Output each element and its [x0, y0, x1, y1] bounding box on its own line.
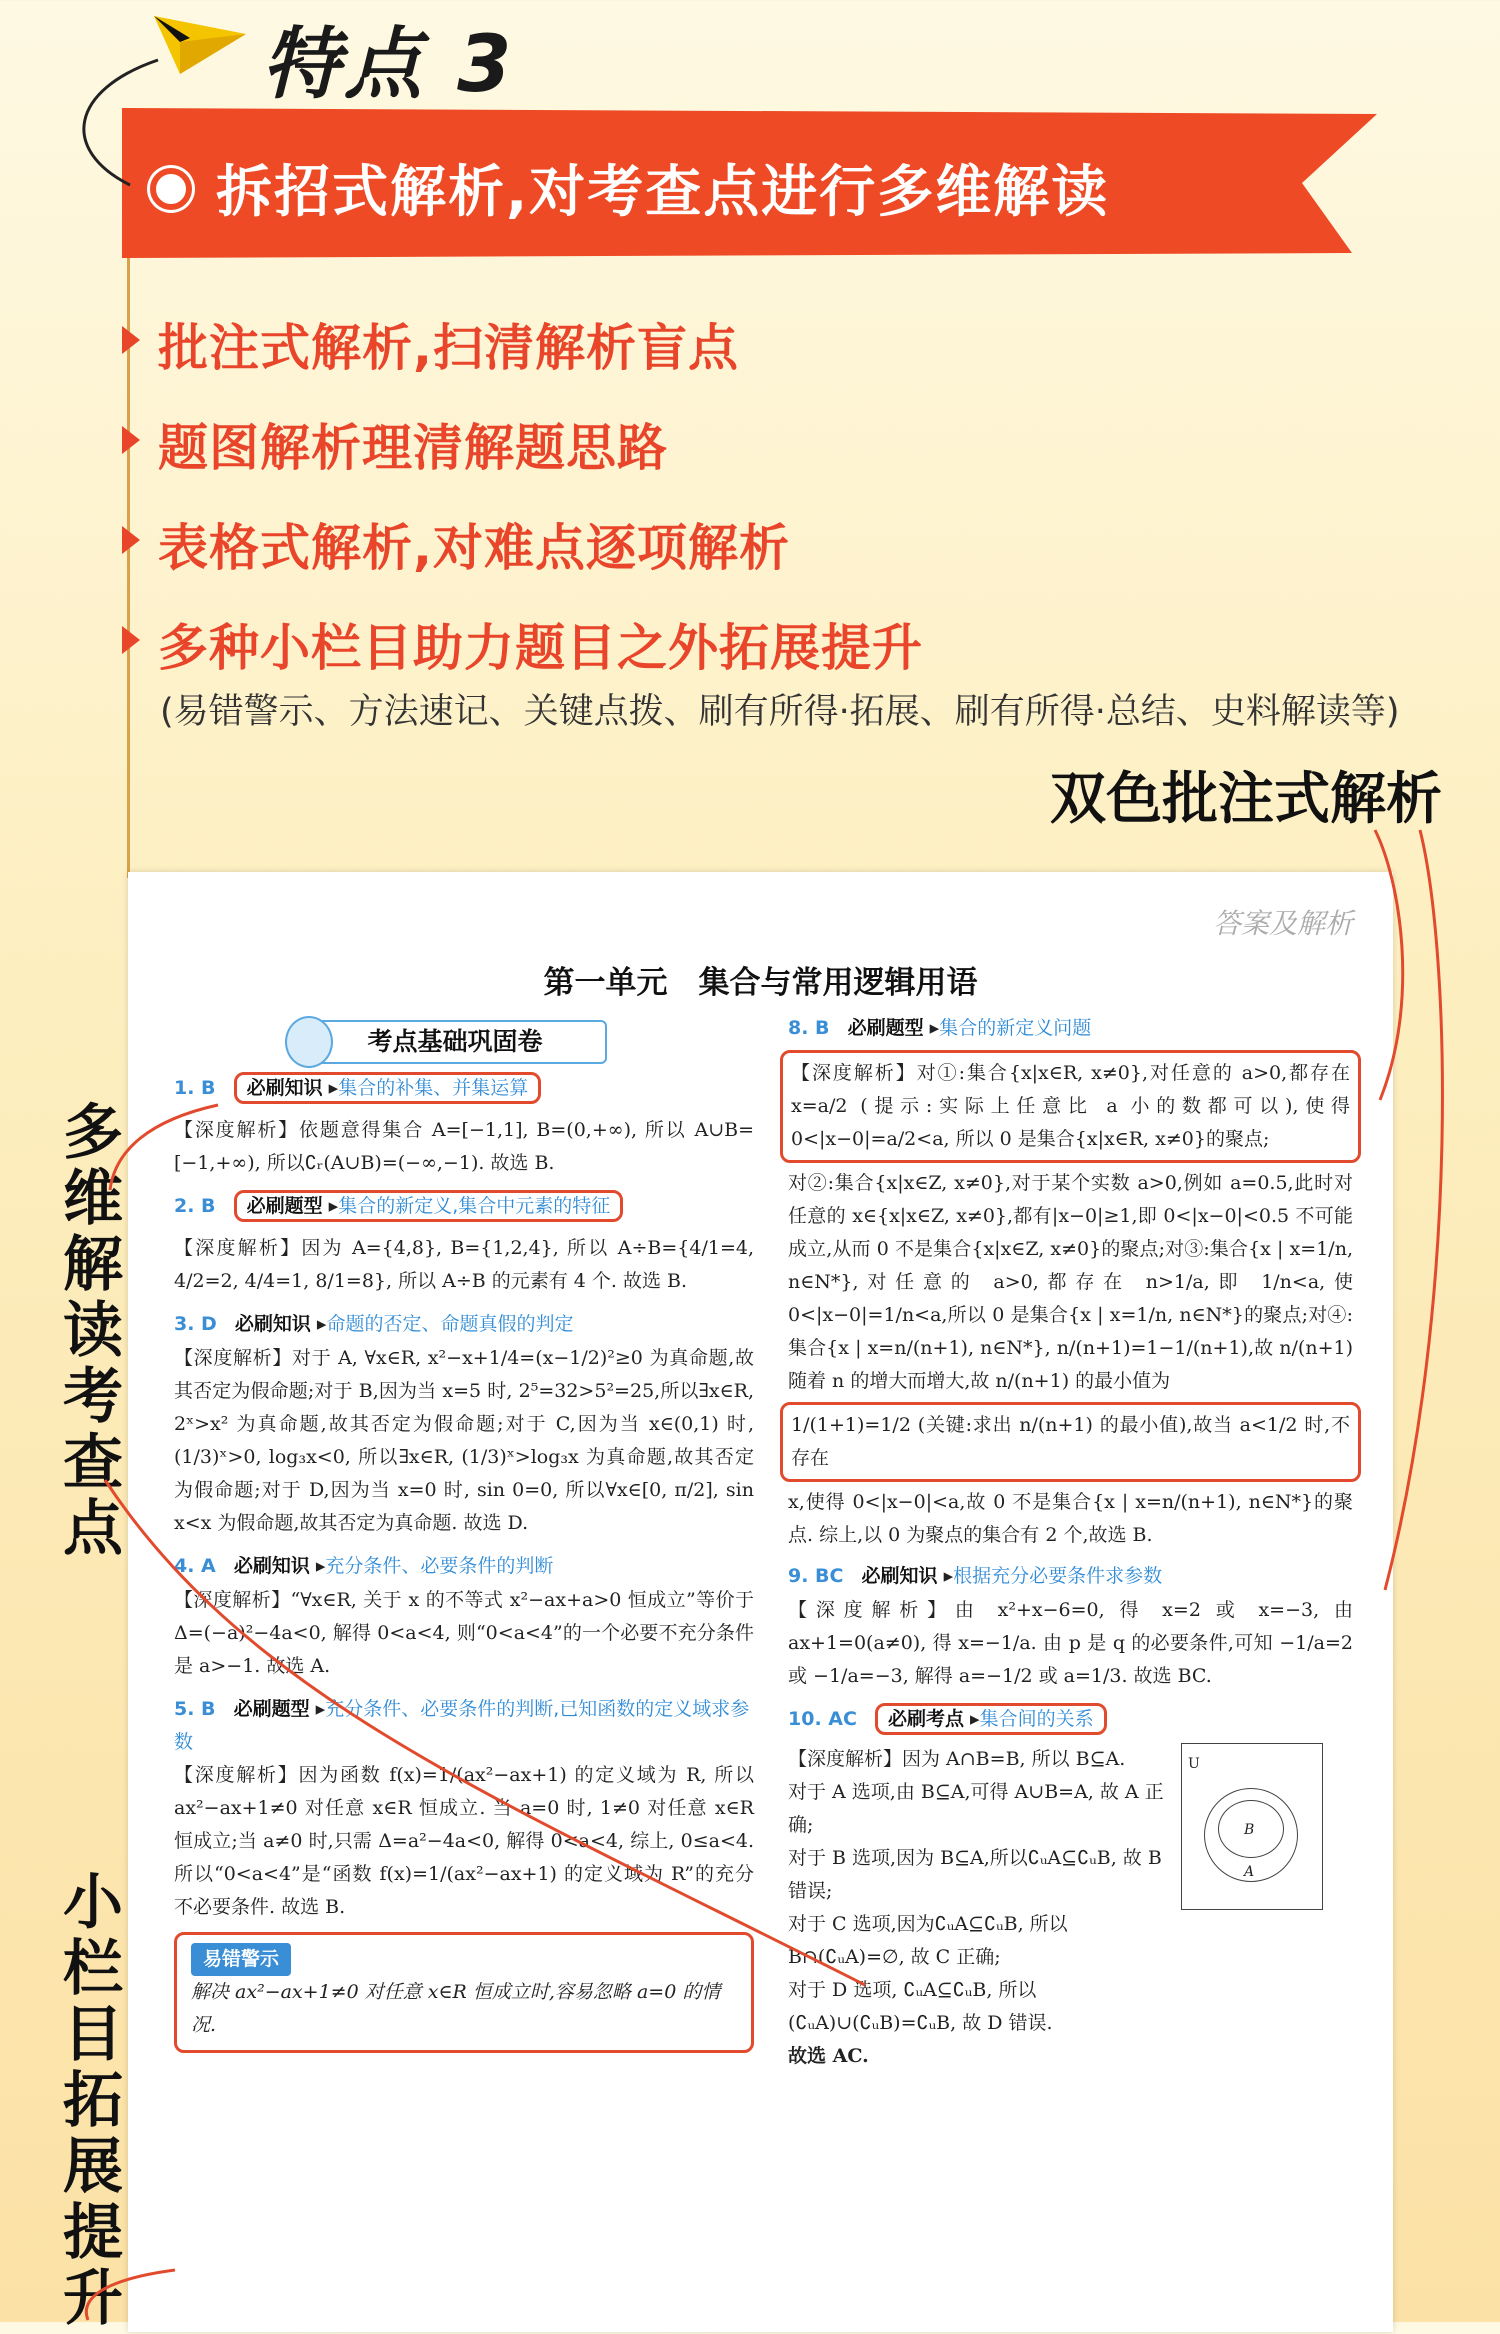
question-header: 8. B 必刷题型 ▸集合的新定义问题 — [788, 1017, 1092, 1039]
question-header: 3. D 必刷知识 ▸命题的否定、命题真假的判定 — [174, 1313, 574, 1335]
ribbon-dot-icon — [150, 168, 192, 210]
question-header: 1. B 必刷知识 ▸集合的补集、并集运算 — [174, 1072, 754, 1106]
warning-text: 解决 ax²−ax+1≠0 对任意 x∈R 恒成立时,容易忽略 a=0 的情况. — [191, 1981, 721, 2036]
answer-text: 【深度解析】由 x²+x−6=0, 得 x=2 或 x=−3, 由 ax+1=0(a≠0), 得 x=−1/a. 由 p 是 q 的必要条件,可知 −1/a=2 或 −1/a=−3, 解得 a=−1/2 或 a=1/3. 故选 BC. — [788, 1599, 1353, 1687]
ribbon-text: 拆招式解析,对考查点进行多维解读 — [216, 160, 1110, 225]
section-title: 考点基础巩固卷 — [303, 1020, 607, 1064]
side-label-columns: 小栏目拓展提升 — [63, 1868, 123, 2334]
question-header: 4. A 必刷知识 ▸充分条件、必要条件的判断 — [174, 1555, 554, 1577]
answer-text: 【深度解析】因为函数 f(x)=1/(ax²−ax+1) 的定义域为 R, 所以 ax²−ax+1≠0 对任意 x∈R 恒成立. 当 a=0 时, 1≠0 对任意 x∈R 恒成立;当 a≠0 时,只需 Δ=a²−4a<0, 解得 0<a<4, 综上, 0≤a<4. 所以“0<a<4”是“函数 f(x)=1/(ax²−ax+1) 的定义域为 R”的充分不必要条件. 故选 B. — [174, 1764, 754, 1918]
feature-item: 多种小栏目助力题目之外拓展提升 — [130, 608, 923, 680]
feature-note: (易错警示、方法速记、关键点拨、刷有所得·拓展、刷有所得·总结、史料解读等) — [160, 692, 1400, 732]
answer-line: 【深度解析】因为 A∩B=B, 所以 B⊆A. — [788, 1748, 1126, 1770]
answer-line: 对于 C 选项,因为∁ᵤA⊆∁ᵤB, 所以 B∩(∁ᵤA)=∅, 故 C 正确; — [788, 1913, 1068, 1968]
tag-box: 必刷知识 ▸集合的补集、并集运算 — [234, 1072, 542, 1104]
answer-text: 【深度解析】依题意得集合 A=[−1,1], B=(0,+∞), 所以 A∪B=[−1,+∞), 所以∁ᵣ(A∪B)=(−∞,−1). 故选 B. — [174, 1119, 754, 1174]
right-column — [788, 1012, 1353, 2073]
venn-u-label: U — [1188, 1756, 1200, 1772]
triangle-bullet-icon — [122, 626, 140, 654]
dual-color-label: 双色批注式解析 — [1050, 767, 1442, 832]
running-head: 答案及解析 — [1212, 907, 1353, 940]
book-icon — [285, 1016, 333, 1068]
venn-b-label: B — [1244, 1822, 1255, 1838]
warning-title: 易错警示 — [191, 1943, 291, 1976]
answer-page — [128, 872, 1393, 2332]
mistake-warning-box — [174, 1932, 754, 2053]
side-label-multi: 多维解读考查点 — [63, 1098, 123, 1564]
feature-item: 题图解析理清解题思路 — [130, 408, 668, 480]
q10-body — [788, 1743, 1353, 2073]
annotated-text-box: 【深度解析】对①:集合{x|x∈R, x≠0},对任意的 a>0,都存在 x=a/2 (提示:实际上任意比 a 小的数都可以),使得 0<|x−0|=a/2<a, 所以 0 是集合{x|x∈R, x≠0}的聚点; — [780, 1050, 1361, 1163]
question-header: 5. B 必刷题型 ▸充分条件、必要条件的判断,已知函数的定义域求参数 — [174, 1698, 750, 1753]
answer-text: x,使得 0<|x−0|<a,故 0 不是集合{x | x=n/(n+1), n∈N*}的聚点. 综上,以 0 为聚点的集合有 2 个,故选 B. — [788, 1491, 1353, 1546]
answer-line: 对于 B 选项,因为 B⊆A,所以∁ᵤA⊆∁ᵤB, 故 B 错误; — [788, 1847, 1162, 1902]
triangle-bullet-icon — [122, 526, 140, 554]
left-column — [174, 1072, 754, 2053]
venn-diagram — [1181, 1743, 1323, 1910]
feature-title: 特点 3 — [262, 20, 516, 110]
answer-text: 对②:集合{x|x∈Z, x≠0},对于某个实数 a>0,例如 a=0.5,此时对任意的 x∈{x|x∈Z, x≠0},都有|x−0|≥1,即 0<|x−0|<0.5 不可能成立,从而 0 不是集合{x|x∈Z, x≠0}的聚点;对③:集合{x | x=1/n, n∈N*},对任意的 a>0,都存在 n>1/a,即 1/n<a,使 0<|x−0|=1/n<a,所以 0 是集合{x | x=1/n, n∈N*}的聚点;对④:集合{x | x=n/(n+1), n∈N*}, n/(n+1)=1−1/(n+1),故 n/(n+1) 随着 n 的增大而增大,故 n/(n+1) 的最小值为 — [788, 1172, 1353, 1392]
triangle-bullet-icon — [122, 426, 140, 454]
answer-line: 对于 D 选项, ∁ᵤA⊆∁ᵤB, 所以(∁ᵤA)∪(∁ᵤB)=∁ᵤB, 故 D 错误. — [788, 1979, 1053, 2034]
triangle-bullet-icon — [122, 326, 140, 354]
annotated-text-box: 1/(1+1)=1/2 (关键:求出 n/(n+1) 的最小值),故当 a<1/2 时,不存在 — [780, 1402, 1361, 1482]
answer-text: 【深度解析】因为 A={4,8}, B={1,2,4}, 所以 A÷B={4/1=4, 4/2=2, 4/4=1, 8/1=8}, 所以 A÷B 的元素有 4 个. 故选 B. — [174, 1237, 754, 1292]
tag-box: 必刷考点 ▸集合间的关系 — [875, 1703, 1107, 1735]
feature-item: 表格式解析,对难点逐项解析 — [130, 508, 790, 580]
unit-title: 第一单元 集合与常用逻辑用语 — [543, 965, 978, 1001]
answer-line: 对于 A 选项,由 B⊆A,可得 A∪B=A, 故 A 正确; — [788, 1781, 1164, 1836]
paper-plane-icon — [150, 8, 250, 78]
feature-item: 批注式解析,扫清解析盲点 — [130, 308, 739, 380]
venn-a-label: A — [1244, 1864, 1255, 1880]
question-header: 2. B 必刷题型 ▸集合的新定义,集合中元素的特征 — [174, 1190, 754, 1224]
tag-box: 必刷题型 ▸集合的新定义,集合中元素的特征 — [234, 1190, 624, 1222]
question-header: 9. BC 必刷知识 ▸根据充分必要条件求参数 — [788, 1565, 1163, 1587]
answer-text: 【深度解析】“∀x∈R, 关于 x 的不等式 x²−ax+a>0 恒成立”等价于 Δ=(−a)²−4a<0, 解得 0<a<4, 则“0<a<4”的一个必要不充分条件是 a>−1. 故选 A. — [174, 1589, 754, 1677]
answer-text: 【深度解析】对于 A, ∀x∈R, x²−x+1/4=(x−1/2)²≥0 为真命题,故其否定为假命题;对于 B,因为当 x=5 时, 2⁵=32>5²=25,所以∃x∈R, 2ˣ>x² 为真命题,故其否定为假命题;对于 C,因为当 x∈(0,1) 时, (1/3)ˣ>0, log₃x<0, 所以∃x∈R, (1/3)ˣ>log₃x 为真命题,故其否定为假命题;对于 D,因为当 x=0 时, sin 0=0, 所以∀x∈[0, π/2], sin x<x 为假命题,故其否定为真命题. 故选 D. — [174, 1347, 754, 1534]
question-header: 10. AC 必刷考点 ▸集合间的关系 — [788, 1703, 1353, 1737]
answer-line: 故选 AC. — [788, 2045, 869, 2067]
